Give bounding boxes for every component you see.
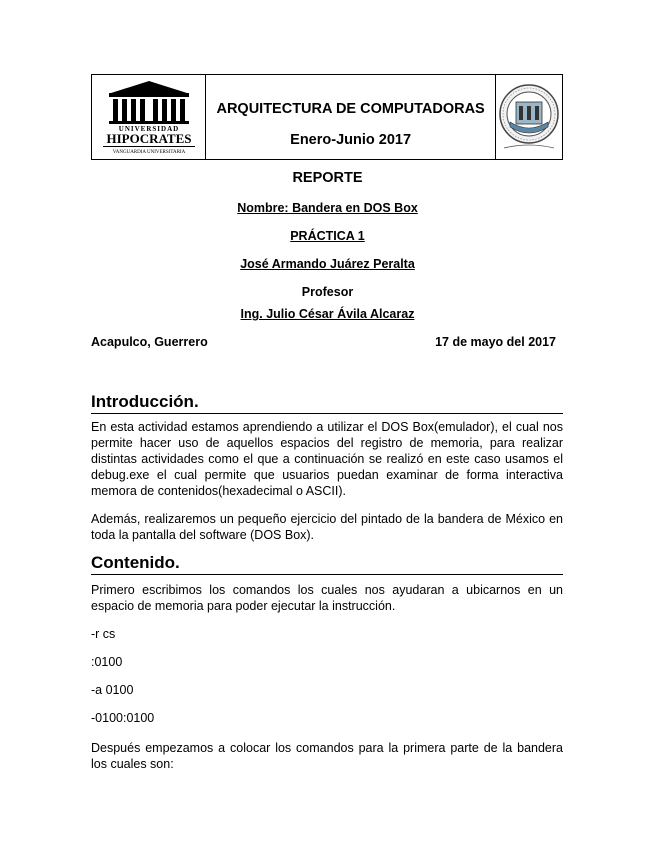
command-line: -r cs	[91, 627, 116, 641]
report-name-line: Nombre: Bandera en DOS Box	[237, 201, 418, 215]
practice-wrap	[0, 229, 655, 243]
logo-wordmark-bottom: VANGUARDIA UNIVERSITARIA	[112, 150, 185, 155]
professor-name: Ing. Julio César Ávila Alcaraz	[240, 307, 415, 321]
title-cell	[206, 75, 496, 159]
content-paragraph-2: Después empezamos a colocar los comandos para la primera parte de la bandera los cuales son:	[91, 741, 563, 771]
content-heading: Contenido.	[91, 553, 563, 575]
header-table	[91, 74, 563, 160]
report-label: REPORTE	[292, 170, 363, 186]
professor-label: Profesor	[301, 285, 354, 299]
left-logo-cell	[92, 75, 206, 159]
university-temple-logo-icon	[99, 79, 199, 155]
author-name: José Armando Juárez Peralta	[240, 257, 415, 271]
logo-wordmark-top: UNIVERSIDAD	[118, 125, 179, 133]
introduction-paragraph-2: Además, realizaremos un pequeño ejercicio del pintado de la bandera de México en toda la pantalla del software (DOS Box).	[91, 512, 563, 542]
author-wrap	[0, 257, 655, 271]
command-line: -0100:0100	[91, 711, 155, 725]
introduction-paragraph-1: En esta actividad estamos aprendiendo a utilizar el DOS Box(emulador), el cual nos permite hacer uso de aquellos espacios del registro de memoria, para realizar distintas actividades como el que a continuación se realizó en este caso usamos el debug.exe el cual permite que usuarios puedan examinar de forma interactiva memora de contenidos(hexadecimal o ASCII).	[91, 420, 563, 498]
report-name-line-wrap	[0, 201, 655, 215]
command-line: -a 0100	[91, 683, 134, 697]
date: 17 de mayo del 2017	[435, 335, 556, 349]
introduction-heading: Introducción.	[91, 392, 563, 414]
content-paragraph-1: Primero escribimos los comandos los cuales nos ayudaran a ubicarnos en un espacio de memoria para poder ejecutar la instrucción.	[91, 583, 563, 613]
professor-wrap	[0, 307, 655, 321]
command-line: :0100	[91, 655, 123, 669]
location: Acapulco, Guerrero	[91, 335, 208, 349]
right-logo-cell	[496, 75, 562, 159]
practice-label: PRÁCTICA 1	[290, 229, 365, 243]
course-title: ARQUITECTURA DE COMPUTADORAS	[216, 101, 485, 117]
logo-wordmark-main: HIPOCRATES	[106, 131, 192, 146]
institution-seal-logo-icon	[496, 82, 562, 152]
course-term: Enero-Junio 2017	[290, 132, 412, 148]
